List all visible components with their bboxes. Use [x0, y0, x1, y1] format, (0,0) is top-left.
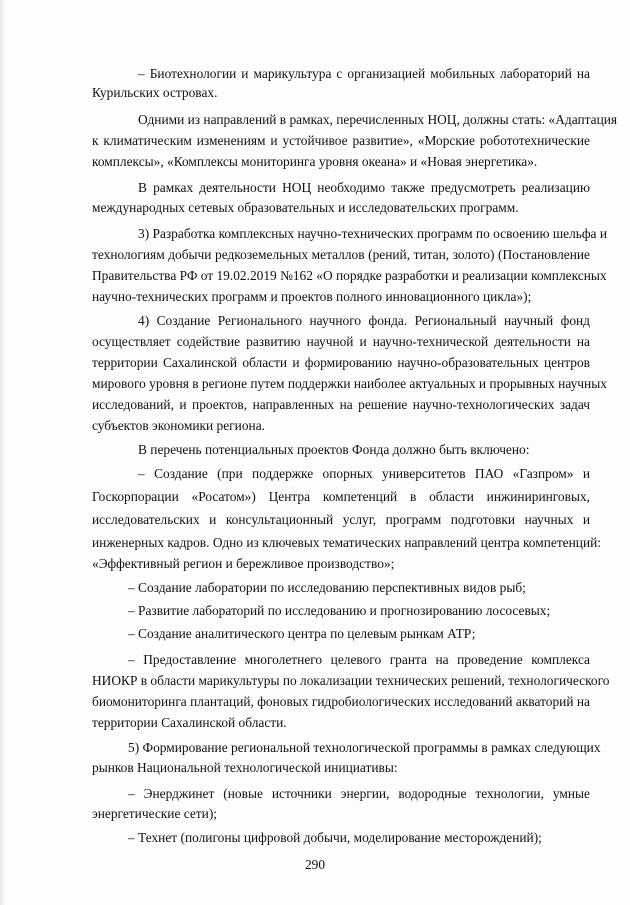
text-line: 3) Разработка комплексных научно-технических программ по освоению шельфа и: [138, 226, 608, 241]
text-line: международных сетевых образовательных и исследовательских программ.: [92, 200, 519, 215]
text-line: – Создание (при поддержке опорных университетов ПАО «Газпром» и: [138, 466, 590, 481]
text-line: – Развитие лабораторий по исследованию и прогнозированию лососевых;: [128, 603, 551, 618]
text-line: 5) Формирование региональной технологической программы в рамках следующих: [128, 740, 601, 755]
text-line: – Создание аналитического центра по целевым рынкам АТР;: [128, 626, 476, 641]
text-line: рынков Национальной технологической инициативы:: [92, 760, 398, 775]
text-line: субъектов экономики региона.: [92, 418, 265, 433]
text-line: технологиям добычи редкоземельных металлов (рений, титан, золото) (Постановление: [92, 247, 590, 262]
scan-edge: [0, 0, 6, 905]
text-line: – Предоставление многолетнего целевого гранта на проведение комплекса: [128, 652, 590, 667]
text-line: биомониторинга плантаций, фоновых гидробиологических исследований акваторий на: [92, 694, 590, 709]
text-line: – Создание лаборатории по исследованию перспективных видов рыб;: [128, 580, 526, 595]
text-line: исследований, и проектов, направленных на решение научно-технологических задач: [92, 397, 590, 412]
text-line: В перечень потенциальных проектов Фонда должно быть включено:: [138, 442, 530, 457]
text-line: осуществляет содействие развитию научной и научно-технической деятельности на: [92, 334, 590, 349]
text-line: научно-технических программ и проектов полного инновационного цикла»);: [92, 289, 532, 304]
text-line: к климатическим изменениям и устойчивое развитие», «Морские робототехнические: [92, 133, 590, 148]
text-line: Одними из направлений в рамках, перечисленных НОЦ, должны стать: «Адаптация: [138, 112, 618, 127]
text-line: – Технет (полигоны цифровой добычи, моделирование месторождений);: [128, 830, 542, 845]
text-line: мирового уровня в регионе путем поддержки наиболее актуальных и прорывных научных: [92, 376, 607, 391]
text-line: НИОКР в области марикультуры по локализации технических решений, технологического: [92, 673, 610, 688]
text-line: комплексы», «Комплексы мониторинга уровня океана» и «Новая энергетика».: [92, 154, 538, 169]
text-line: территории Сахалинской области.: [92, 715, 287, 730]
text-line: – Биотехнологии и марикультура с организацией мобильных лабораторий на: [138, 66, 590, 81]
page-number: 290: [304, 857, 326, 872]
text-line: исследовательских и консультационный услуг, программ подготовки научных и: [92, 512, 590, 527]
text-line: – Энерджинет (новые источники энергии, водородные технологии, умные: [128, 786, 590, 801]
text-line: 4) Создание Регионального научного фонда. Региональный научный фонд: [138, 313, 590, 328]
text-line: В рамках деятельности НОЦ необходимо также предусмотреть реализацию: [138, 180, 590, 195]
text-line: Правительства РФ от 19.02.2019 №162 «О порядке разработки и реализации комплексных: [92, 268, 607, 283]
text-line: Курильских островах.: [92, 85, 218, 100]
text-line: инженерных кадров. Одно из ключевых тематических направлений центра компетенций:: [92, 535, 601, 550]
text-line: территории Сахалинской области и формированию научно-образовательных центров: [92, 355, 590, 370]
text-line: энергетические сети);: [92, 806, 217, 821]
text-line: Госкорпорации «Росатом») Центра компетенций в области инжиниринговых,: [92, 489, 590, 504]
text-line: «Эффективный регион и бережливое производство»;: [92, 556, 395, 571]
